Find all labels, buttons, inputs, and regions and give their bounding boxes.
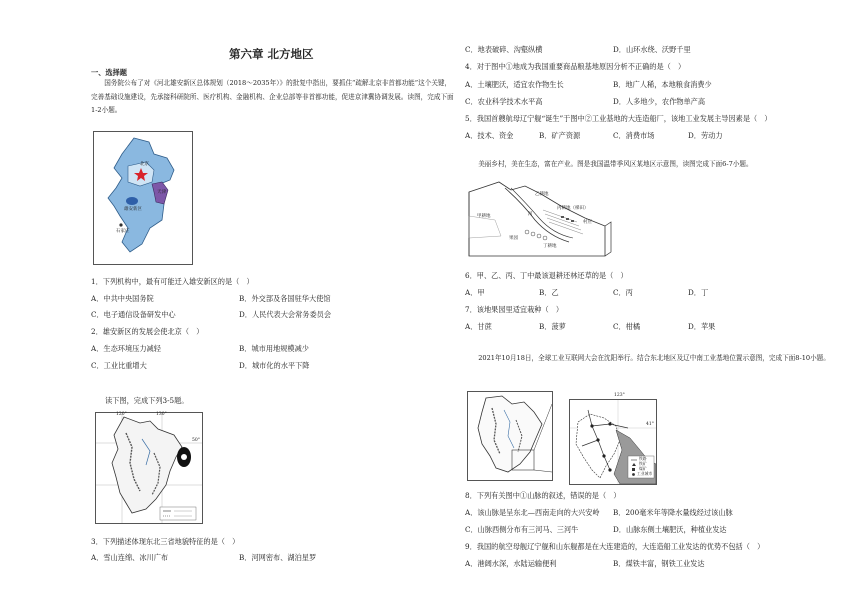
question-5-option-a: A．技术、资金 [465,131,514,140]
yi-field-label: 乙耕地 [535,192,549,197]
question-2-stem: 2．雄安新区的发展会使北京（ ） [91,327,204,336]
question-4-option-d: D．人多地少，农作物单产高 [613,97,706,106]
question-7-option-b: B．菠萝 [539,322,566,331]
passage-1: 国务院公布了对《河北雄安新区总体规划（2018～2035年）》的批复中指出，要抓住“疏解北京非首都功能”这个关键，完善基础设施建设，先承接科研院所、医疗机构、金融机构、企业总部等非首都功能，促进京津冀协调发展。读图，完成下面1-2小题。 [91,79,454,115]
question-4-option-c: C．农业科学技术水平高 [465,97,543,106]
question-2-option-a: A．生态环境压力减轻 [91,344,161,353]
page-title: 第六章 北方地区 [229,47,314,61]
question-7-option-a: A．甘蔗 [465,322,492,331]
village-label: 村庄 [583,220,592,225]
longitude-123-label: 123° [614,393,625,398]
liaozhongnan-industrial-map [569,393,657,485]
question-2-option-b: B．城市用地规模减少 [239,344,309,353]
question-4-stem: 4．对于图中①地成为我国重要商品粮基地原因分析不正确的是（ ） [465,62,686,71]
jia-field-label: 甲耕地 [477,214,491,219]
question-2-option-c: C．工业比重增大 [91,361,147,370]
question-7-option-c: C．柑橘 [613,322,641,331]
passage-3: 美丽乡村，美在生态，富在产业。图是我国温带季风区某地区示意图，读图完成下面6-7小题。 [478,160,753,168]
bing-terrace-label: 丙耕地（梯田） [557,206,589,211]
question-4-option-a: A．土壤肥沃，适宜农作物生长 [465,80,564,89]
question-5-stem: 5．我国首艘航母辽宁舰“诞生”于图中②工业基地的大连造船厂，该地工业发展主导因素是（ ） [465,114,772,123]
read-instruction-3-5: 读下图，完成下列3-5题。 [105,396,189,405]
xiongan-label: 雄安新区 [124,207,142,212]
northeast-china-map [95,412,203,524]
passage-4: 2021年10月18日，全球工业互联网大会在沈阳举行。结合东北地区及辽中南工业基地位置示意图，完成下面8-10小题。 [478,354,830,362]
legend-railway: 铁路 [639,456,647,461]
question-3-stem: 3．下列描述体现东北三省地貌特征的是（ ） [91,537,240,546]
question-1-option-a: A．中共中央国务院 [91,294,154,303]
question-5-option-d: D．劳动力 [688,131,723,140]
question-8-stem: 8．下列有关图中①山脉的叙述，错误的是（ ） [465,491,621,500]
latitude-50-label: 50° [192,438,200,443]
question-2-option-d: D．城市化的水平下降 [239,361,310,370]
question-9-stem: 9．我国的航空母舰辽宁舰和山东舰都是在大连建造的，大连造船工业发达的优势不包括（ ） [465,542,765,551]
shijiazhuang-label: 石家庄 [116,229,130,234]
question-1-option-b: B．外交部及各国驻华大使馆 [239,294,331,303]
question-6-stem: 6．甲、乙、丙、丁中最该退耕还林还草的是（ ） [465,271,628,280]
terrain-block-diagram [465,176,615,260]
question-3-option-b: B．河网密布、湖泊星罗 [239,553,317,562]
beijing-label: 北京 [140,162,149,167]
ding-field-label: 丁耕地 [543,244,557,249]
northeast-overview-map [467,391,553,481]
question-6-option-a: A．甲 [465,288,485,297]
jingjinji-map [93,131,193,265]
question-7-stem: 7．该地果园里适宜栽种（ ） [465,305,564,314]
question-5-option-c: C．消费市场 [613,131,655,140]
question-8-option-c: C．山脉西侧分布有三河马、三河牛 [465,525,579,534]
question-8-option-b: B．200毫米年等降水量线经过该山脉 [613,508,733,517]
river-label: 河 [528,212,533,217]
question-9-option-b: B．煤铁丰富，钢铁工业发达 [613,559,705,568]
question-6-option-b: B．乙 [539,288,559,297]
question-4-option-b: B．地广人稀，本地粮食消费少 [613,80,712,89]
question-6-option-c: C．丙 [613,288,633,297]
latitude-41-label: 41° [646,422,654,427]
question-6-option-d: D．丁 [688,288,709,297]
question-1-option-d: D．人民代表大会常务委员会 [239,310,332,319]
longitude-130-label: 130° [156,412,167,417]
question-1-stem: 1．下列机构中，最有可能迁入雄安新区的是（ ） [91,277,254,286]
question-5-option-b: B．矿产资源 [539,131,581,140]
question-3-option-c: C．地表破碎、沟壑纵横 [465,45,543,54]
tianjin-label: 天津 [157,190,166,195]
orchard-label: 果园 [509,236,518,241]
question-1-option-c: C．电子通信设备研发中心 [91,310,176,319]
question-3-option-d: D．山环水绕、沃野千里 [613,45,691,54]
longitude-120-label: 120° [116,412,127,417]
legend-industrial-city: 工业城市 [637,471,653,476]
question-8-option-d: D．山脉东侧土壤肥沃，种植业发达 [613,525,727,534]
question-8-option-a: A．该山脉是呈东北—西南走向的大兴安岭 [465,508,600,517]
question-9-option-a: A．港阔水深，水陆运输便利 [465,559,557,568]
legend-coal: 煤矿 [639,466,647,471]
question-3-option-a: A．雪山连绵、冰川广布 [91,553,169,562]
section-heading: 一、选择题 [91,68,127,77]
legend-iron-ore: 铁矿 [639,461,647,466]
question-7-option-d: D．苹果 [688,322,716,331]
